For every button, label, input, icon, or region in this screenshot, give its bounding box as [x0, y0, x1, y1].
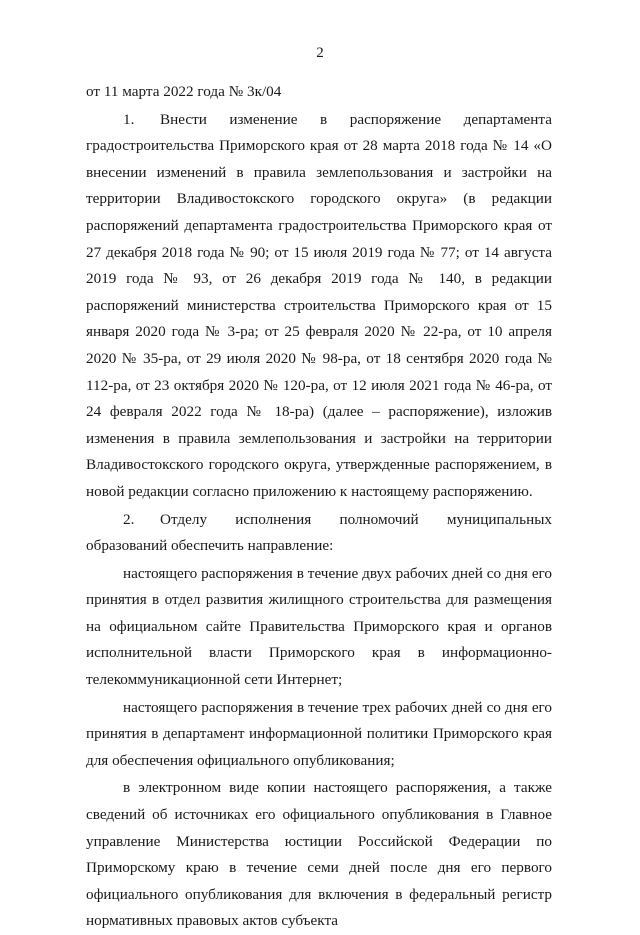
page-number: 2: [316, 45, 324, 61]
paragraph-text: в электронном виде копии настоящего распоряжения, а также сведений об источниках его официального опубликования в Главное управление Министерства юстиции Российской Федерации по Приморскому краю в течение семи дней после дня его первого официального опубликования для включения в федеральный регистр нормативных правовых актов субъекта: [86, 779, 552, 930]
paragraph-text: от 11 марта 2022 года № 3к/04: [86, 83, 282, 100]
paragraph-subitem-3: [86, 775, 552, 935]
paragraph-subitem-1: [86, 561, 552, 694]
item-number: 1.: [123, 110, 135, 128]
paragraph-text: настоящего распоряжения в течение трех рабочих дней со дня его принятия в департамент информационной политики Приморского края для обеспечения официального опубликования;: [86, 698, 552, 769]
paragraph-continuation: [86, 79, 552, 106]
paragraph-text: Внести изменение в распоряжение департамента градостроительства Приморского края от 28 марта 2018 года № 14 «О внесении изменений в правила землепользования и застройки на территории Владивостокского городского округа» (в редакции распоряжений департамента градостроительства Приморского края от 27 декабря 2018 года № 90; от 15 июля 2019 года № 77; от 14 августа 2019 года № 93, от 26 декабря 2019 года № 140, в редакции распоряжений министерства строительства Приморского края от 15 января 2020 года № 3-ра; от 25 февраля 2020 № 22-ра, от 10 апреля 2020 № 35-ра, от 29 июля 2020 № 98-ра, от 18 сентября 2020 года № 112-ра, от 23 октября 2020 № 120-ра, от 12 июля 2021 года № 46-ра, от 24 февраля 2022 года № 18-ра) (далее – распоряжение), изложив изменения в правила землепользования и застройки на территории Владивостокского городского округа, утвержденные распоряжением, в новой редакции согласно приложению к настоящему распоряжению.: [86, 110, 552, 500]
paragraph-subitem-2: [86, 695, 552, 775]
item-number: 2.: [123, 510, 135, 528]
paragraph-item-1: [86, 107, 552, 506]
document-body: [86, 79, 552, 935]
paragraph-text: Отделу исполнения полномочий муниципальных образований обеспечить направление:: [86, 510, 552, 555]
paragraph-item-2: [86, 507, 552, 560]
paragraph-text: настоящего распоряжения в течение двух рабочих дней со дня его принятия в отдел развития жилищного строительства для размещения на официальном сайте Правительства Приморского края и органов исполнительной власти Приморского края в информационно-телекоммуникационной сети Интернет;: [86, 564, 552, 689]
